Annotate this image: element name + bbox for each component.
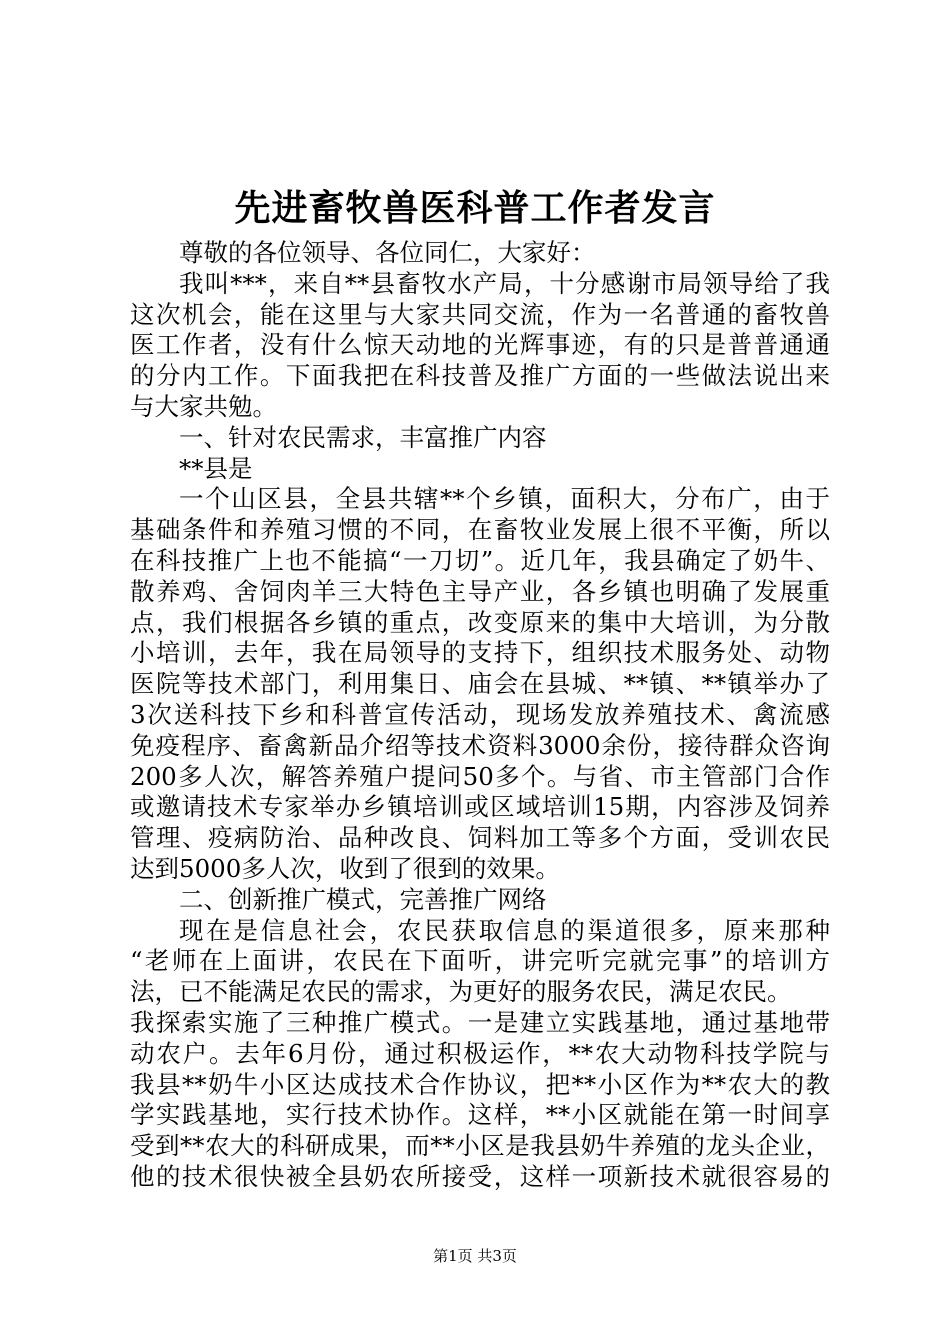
paragraph-line: “老师在上面讲，农民在下面听，讲完听完就完事”的培训方	[130, 946, 830, 976]
paragraph-line: 在科技推广上也不能搞“一刀切”。近几年，我县确定了奶牛、	[130, 545, 830, 575]
paragraph-line: 免疫程序、畜禽新品介绍等技术资料3000余份，接待群众咨询	[130, 730, 830, 760]
section-heading-2: 二、创新推广模式，完善推广网络	[179, 884, 547, 914]
paragraph-line: 管理、疫病防治、品种改良、饲料加工等多个方面，受训农民	[130, 823, 830, 853]
paragraph-line: 法，已不能满足农民的需求，为更好的服务农民，满足农民。	[130, 977, 792, 1007]
paragraph-line: 我叫***，来自**县畜牧水产局，十分感谢市局领导给了我	[179, 268, 830, 298]
page-number-footer: 第1页 共3页	[433, 1247, 517, 1265]
paragraph-line: 医院等技术部门，利用集日、庙会在县城、**镇、**镇举办了	[130, 669, 830, 699]
paragraph-line: 200多人次，解答养殖户提问50多个。与省、市主管部门合作	[130, 761, 830, 791]
document-body	[130, 238, 830, 1193]
paragraph-line: 散养鸡、舍饲肉羊三大特色主导产业，各乡镇也明确了发展重	[130, 576, 830, 606]
paragraph-line: 与大家共勉。	[130, 391, 277, 421]
document-title: 先进畜牧兽医科普工作者发言	[234, 187, 716, 229]
paragraph-line: 3次送科技下乡和科普宣传活动，现场发放养殖技术、禽流感	[130, 699, 830, 729]
paragraph-line: 点，我们根据各乡镇的重点，改变原来的集中大培训，为分散	[130, 607, 830, 637]
paragraph-line: 我县**奶牛小区达成技术合作协议，把**小区作为**农大的教	[130, 1069, 830, 1099]
paragraph-line: 的分内工作。下面我把在科技普及推广方面的一些做法说出来	[130, 361, 830, 391]
paragraph-line: 达到5000多人次，收到了很到的效果。	[130, 853, 560, 883]
paragraph-line: 受到**农大的科研成果，而**小区是我县奶牛养殖的龙头企业，	[130, 1131, 830, 1161]
paragraph-line: 医工作者，没有什么惊天动地的光辉事迹，有的只是普普通通	[130, 330, 830, 360]
section-heading-1: 一、针对农民需求，丰富推广内容	[179, 422, 547, 452]
paragraph-line: 小培训，去年，我在局领导的支持下，组织技术服务处、动物	[130, 638, 830, 668]
paragraph-line: 基础条件和养殖习惯的不同，在畜牧业发展上很不平衡，所以	[130, 515, 830, 545]
paragraph-line: 现在是信息社会，农民获取信息的渠道很多，原来那种	[179, 915, 830, 945]
paragraph-line: 或邀请技术专家举办乡镇培训或区域培训15期，内容涉及饲养	[130, 792, 830, 822]
greeting-line: 尊敬的各位领导、各位同仁，大家好：	[179, 238, 596, 267]
paragraph-line: 他的技术很快被全县奶农所接受，这样一项新技术就很容易的	[130, 1161, 830, 1191]
paragraph-line: 我探索实施了三种推广模式。一是建立实践基地，通过基地带	[130, 1007, 830, 1037]
paragraph-line: 学实践基地，实行技术协作。这样，**小区就能在第一时间享	[130, 1100, 830, 1130]
paragraph-line: **县是	[179, 453, 253, 483]
paragraph-line: 一个山区县，全县共辖**个乡镇，面积大，分布广，由于	[179, 484, 830, 514]
paragraph-line: 这次机会，能在这里与大家共同交流，作为一名普通的畜牧兽	[130, 299, 830, 329]
paragraph-line: 动农户。去年6月份，通过积极运作，**农大动物科技学院与	[130, 1038, 830, 1068]
